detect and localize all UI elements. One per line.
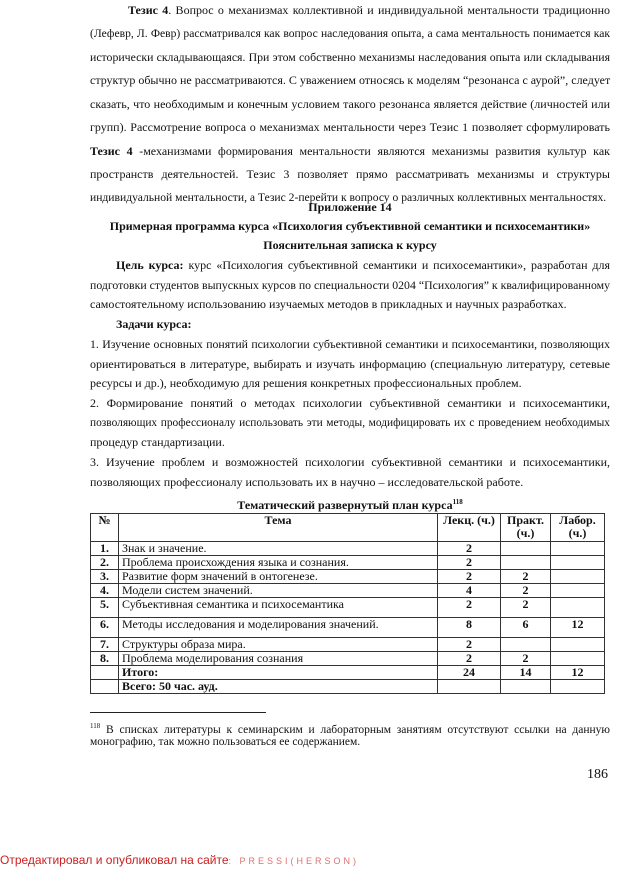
header-cell: № [91,514,119,542]
page-number: 186 [587,767,608,782]
row-number: 8. [91,652,119,666]
row-number: 7. [91,638,119,652]
total-row: Итого: 24 14 12 [91,666,605,680]
intro-line: структур обычно не рассматриваются. С уважением относясь к моделям “резонанса с аурой”, следует [90,73,611,87]
row-lectures: 4 [438,584,501,598]
row-labs [551,556,605,570]
row-practice: 2 [501,570,551,584]
row-practice [501,542,551,556]
row-lectures: 2 [438,570,501,584]
row-lectures: 2 [438,638,501,652]
row-labs [551,652,605,666]
row-topic: Проблема моделирования сознания [119,652,438,666]
footnote-divider [90,712,266,713]
tasks-label: Задачи курса: [116,317,192,331]
intro-line: индивидуальной ментальности, а Тезис 2-перейти к вопросу о различных коллективных ментальностях. [90,191,607,204]
row-topic: Субъективная семантика и психосемантика [119,598,438,618]
task-line: 2. Формирование понятий о методах психологии субъективной семантики и психосемантики, [90,396,610,410]
goal-line: самостоятельному использованию изучаемых методов в прикладных и научных разработках. [90,297,567,311]
row-labs [551,638,605,652]
note-title: Пояснительная записка к курсу [263,238,437,252]
header-cell: Практ. (ч.) [501,514,551,542]
row-lectures: 2 [438,556,501,570]
table-row [91,618,605,638]
row-lectures: 8 [438,618,501,638]
row-number: 6. [91,618,119,638]
table-row [91,638,605,652]
intro-line: Тезис 4. Вопрос о механизмах коллективной и индивидуальной ментальности традиционно [128,3,611,17]
task-line: 3. Изучение проблем и возможностей психологии субъективной семантики и психосемантики, [90,455,610,469]
thesis-label: Тезис 4 [128,3,169,17]
row-topic: Развитие форм значений в онтогенезе. [119,570,438,584]
row-topic: Методы исследования и моделирования значений. [119,618,438,638]
task-line: позволяющих профессионалу использовать их в научно – исследовательской работе. [90,475,524,489]
table-row [91,556,605,570]
intro-line: (Лефевр, Л. Февр) рассматривался как вопрос наследования опыта, а сама ментальность понимается как [90,27,610,40]
row-practice: 2 [501,652,551,666]
row-number: 4. [91,584,119,598]
header-cell: Лекц. (ч.) [438,514,501,542]
header-cell: Тема [119,514,438,542]
table-title: Тематический развернутый план курса$^{118}$ [237,498,463,512]
course-plan-table [90,513,605,694]
row-number: 5. [91,598,119,618]
header-cell: Лабор. (ч.) [551,514,605,542]
task-line: позволяющих профессионалу использовать эти методы, модифицировать их с проведением необходимых [90,417,610,429]
footnote-line: монографию, так можно пользоваться ее содержанием. [90,736,361,748]
row-labs [551,542,605,556]
row-topic: Проблема происхождения языка и сознания. [119,556,438,570]
table-row [91,598,605,618]
intro-line: Тезис 4 -механизмами формирования ментальности являются механизмы развития культур как [90,144,610,158]
intro-line: сказать, что необходимым и конечным условием такого резонанса является действие (личностей или [90,97,610,111]
row-practice [501,556,551,570]
row-number: 1. [91,542,119,556]
intro-line: групп). Рассмотрение вопроса о механизмах ментальности через Тезис 1 позволяет сформулировать [90,120,610,134]
table-header-row [91,514,605,542]
intro-line: пространств деятельностей. Тезис 3 позволяет прямо рассматривать механизмы и структуры [90,167,610,181]
row-practice: 2 [501,598,551,618]
task-line: ориентироваться в литературе, выбирать и изучать информацию (специальную литературу, сетевые [90,357,610,371]
intro-line: исторически складывающаяся. При этом собственно механизмы наследования опыта или складывания [90,50,610,64]
task-line: процедур стандартизации. [90,435,225,449]
row-topic: Модели систем значений. [119,584,438,598]
row-labs [551,598,605,618]
goal-line: подготовки студентов выпускных курсов по специальности 0204 “Психология” к квалифицированному [90,278,610,292]
table-row [91,652,605,666]
row-topic: Знак и значение. [119,542,438,556]
row-lectures: 2 [438,652,501,666]
row-lectures: 2 [438,598,501,618]
table-row [91,542,605,556]
task-line: 1. Изучение основных понятий психологии субъективной семантики и психосемантики, позволяющих [90,337,610,351]
table-row [91,584,605,598]
goal-line: Цель курса: курс «Психология субъективной семантики и психосемантики», разработан для [116,258,611,272]
row-practice: 6 [501,618,551,638]
grand-total-row: Всего: 50 час. ауд. [91,680,605,694]
thesis-label: Тезис 4 [90,144,133,158]
footnote-ref: 118 [452,498,463,506]
task-line: ресурсы и др.), необходимую для решения конкретных профессиональных проблем. [90,376,522,390]
row-labs [551,584,605,598]
row-practice: 2 [501,584,551,598]
row-lectures: 2 [438,542,501,556]
appendix-title: Приложение 14 [308,200,392,214]
table-row [91,570,605,584]
row-labs [551,570,605,584]
row-practice [501,638,551,652]
watermark: Отредактировал и опубликовал на сайте: PRESSI(HERSON) [0,853,360,867]
footnote-line: $^{118}$ В списках литературы к семинарским и лабораторным занятиям отсутствуют ссылки на данную [90,722,610,736]
row-number: 2. [91,556,119,570]
row-topic: Структуры образа мира. [119,638,438,652]
program-title: Примерная программа курса «Психология субъективной семантики и психосемантики» [109,219,591,233]
row-labs: 12 [551,618,605,638]
row-number: 3. [91,570,119,584]
